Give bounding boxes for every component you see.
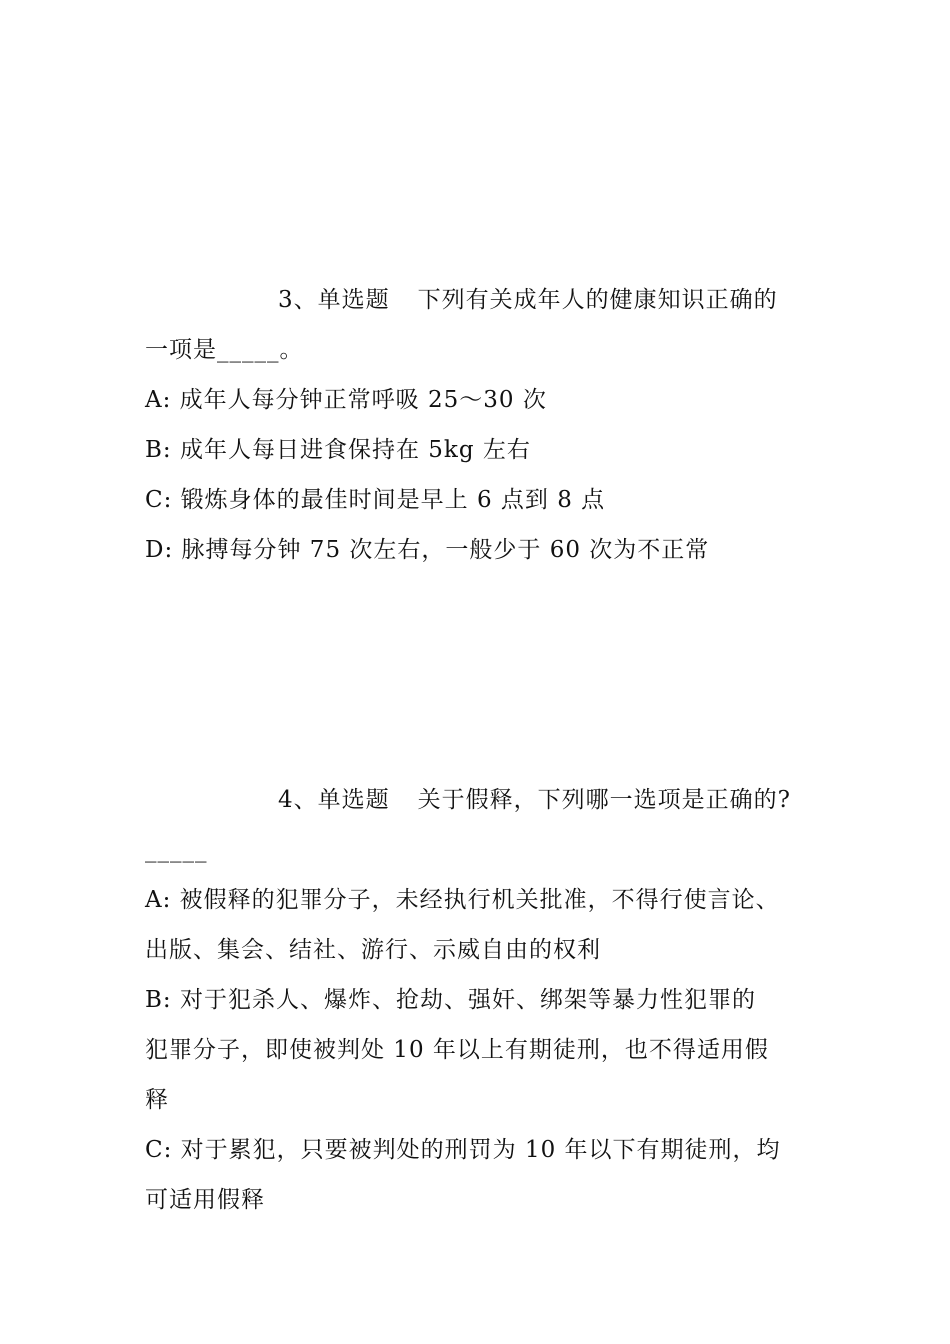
q4-option-c-line-1: C: 对于累犯，只要被判处的刑罚为 10 年以下有期徒刑，均 [145,1137,781,1163]
q3-stem-line-1 [278,285,778,315]
q4-option-b-line-2: 犯罪分子，即使被判处 10 年以上有期徒刑，也不得适用假 [145,1037,769,1063]
q3-option-a: A: 成年人每分钟正常呼吸 25～30 次 [145,387,547,413]
q4-answer-blank: _____ [145,837,208,863]
q4-option-c-line-2: 可适用假释 [145,1187,265,1213]
q4-stem-line-1 [278,785,791,815]
q4-type: 单选题 [317,787,390,813]
q4-number: 4、 [278,787,318,813]
q3-option-d: D: 脉搏每分钟 75 次左右，一般少于 60 次为不正常 [145,537,710,563]
q3-option-c: C: 锻炼身体的最佳时间是早上 6 点到 8 点 [145,487,606,513]
q3-type: 单选题 [317,287,390,313]
q3-stem-part2: 一项是 [145,337,217,363]
q3-answer-blank: _____ [217,337,280,363]
q4-option-a-line-2: 出版、集会、结社、游行、示威自由的权利 [145,937,601,963]
q3-option-b: B: 成年人每日进食保持在 5kg 左右 [145,437,531,463]
q3-stem-part1: 下列有关成年人的健康知识正确的 [417,287,778,313]
q4-option-b-line-1: B: 对于犯杀人、爆炸、抢劫、强奸、绑架等暴力性犯罪的 [145,987,756,1013]
q3-number: 3、 [278,287,318,313]
q3-stem-line-2 [145,335,304,365]
q3-stem-end: 。 [279,337,304,363]
q4-option-b-line-3: 释 [145,1087,169,1113]
q4-option-a-line-1: A: 被假释的犯罪分子，未经执行机关批准，不得行使言论、 [145,887,780,913]
q4-stem: 关于假释，下列哪一选项是正确的? [417,787,791,813]
